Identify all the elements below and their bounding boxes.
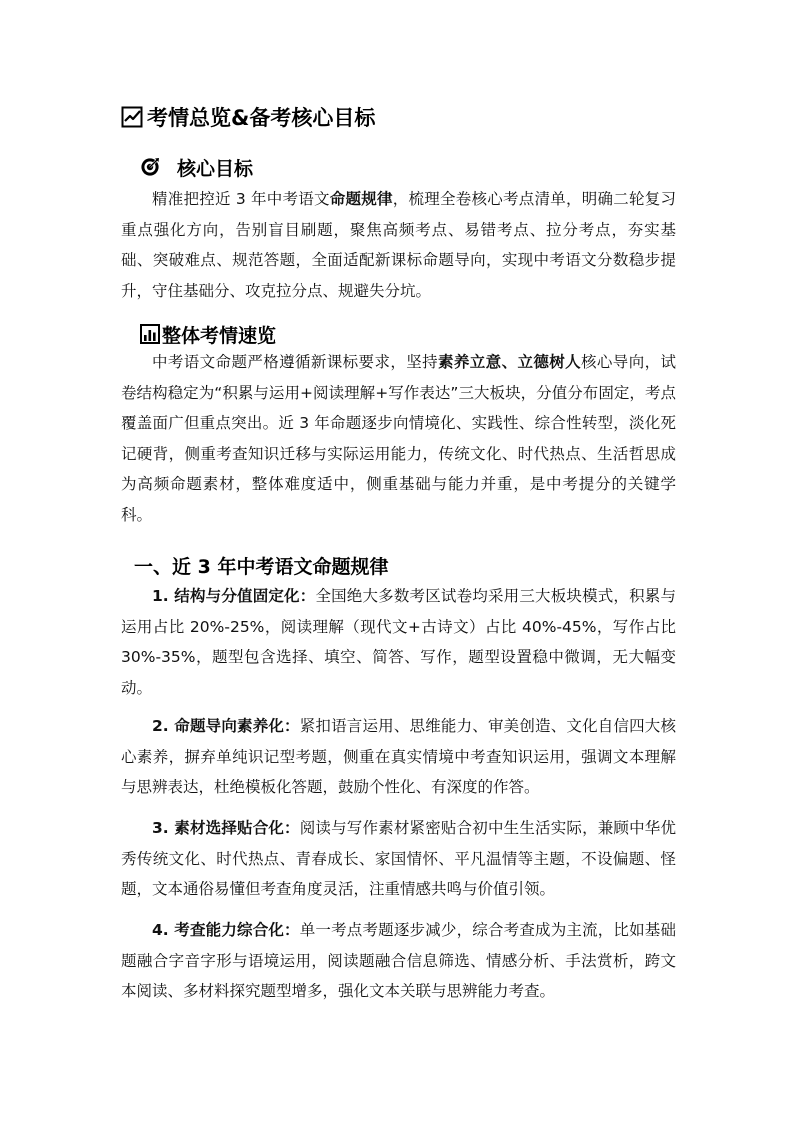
checkbox-chart-icon [121,106,143,128]
goal-heading-text: 核心目标 [177,157,254,180]
rule-item-4: 4. 考查能力综合化：单一考点考题逐步减少，综合考查成为主流，比如基础题融合字音字形与语境运用，阅读题融合信息筛选、情感分析、手法赏析，跨文本阅读、多材料探究题型增多，强化文本关联与思辨能力考查。 [121,921,676,1001]
goal-paragraph: 精准把控近 3 年中考语文命题规律，梳理全卷核心考点清单，明确二轮复习重点强化方向，告别盲目刷题，聚焦高频考点、易错考点、拉分考点，夯实基础、突破难点、规范答题，全面适配新课标命题导向，实现中考语文分数稳步提升，守住基础分、攻克拉分点、规避失分坑。 [121,190,676,300]
page-title [121,104,375,130]
rule-item-1: 1. 结构与分值固定化：全国绝大多数考区试卷均采用三大板块模式，积累与运用占比 20%-25%，阅读理解（现代文+古诗文）占比 40%-45%，写作占比 30%-35%，题型包含选择、填空、简答、写作，题型设置稳中微调，无大幅变动。 [121,587,676,697]
goal-heading [140,154,253,180]
rules-heading: 一、近 3 年中考语文命题规律 [134,556,389,578]
overview-heading-text: 整体考情速览 [162,324,277,347]
rule-item-2: 2. 命题导向素养化：紧扣语言运用、思维能力、审美创造、文化自信四大核心素养，摒弃单纯识记型考题，侧重在真实情境中考查知识运用，强调文本理解与思辨表达，杜绝模板化答题，鼓励个性化、有深度的作答。 [121,717,676,797]
page-title-text: 考情总览&备考核心目标 [147,106,376,130]
bar-chart-icon [140,324,160,344]
overview-heading [140,321,276,347]
rule-item-3: 3. 素材选择贴合化：阅读与写作素材紧密贴合初中生生活实际，兼顾中华优秀传统文化、时代热点、青春成长、家国情怀、平凡温情等主题，不设偏题、怪题，文本通俗易懂但考查角度灵活，注重情感共鸣与价值引领。 [121,819,676,899]
overview-paragraph: 中考语文命题严格遵循新课标要求，坚持素养立意、立德树人核心导向，试卷结构稳定为“积累与运用+阅读理解+写作表达”三大板块，分值分布固定，考点覆盖面广但重点突出。近 3 年命题逐步向情境化、实践性、综合性转型，淡化死记硬背，侧重考查知识迁移与实际运用能力，传统文化、时代热点、生活哲思成为高频命题素材，整体难度适中，侧重基础与能力并重，是中考提分的关键学科。 [121,353,676,524]
target-icon [140,157,160,177]
